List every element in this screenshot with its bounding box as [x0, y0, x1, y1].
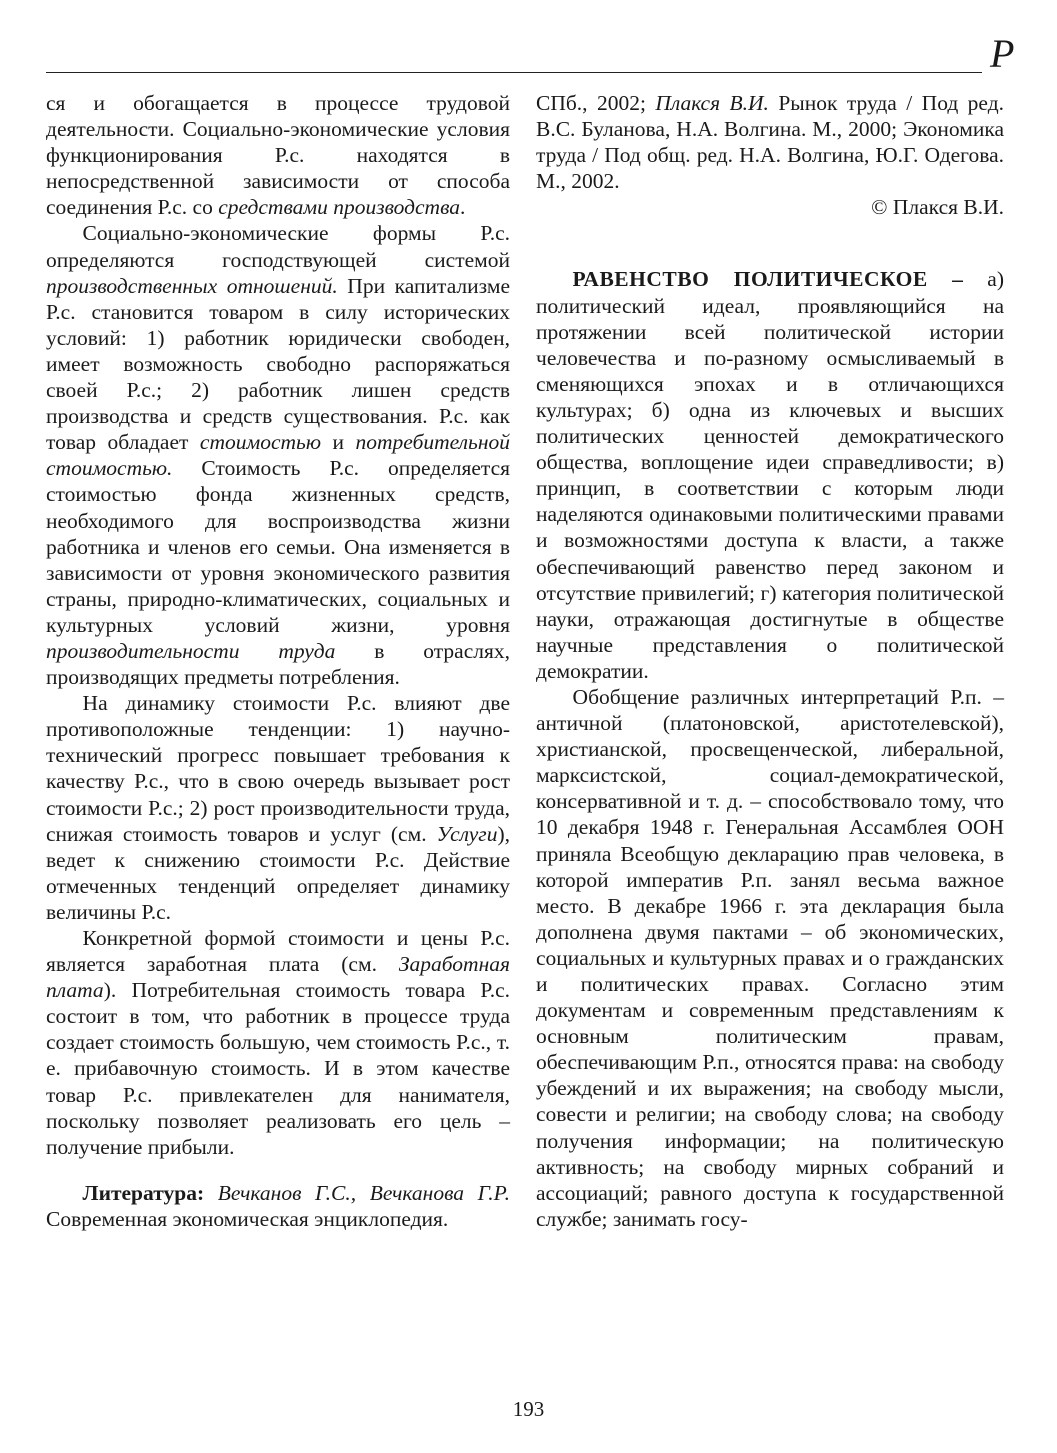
text-run: При капитализме Р.с. становится товаром в силу исторических условий: 1) работник юридически свободен, имеет возможность свободно распоряжаться своей Р.с.; 2) работник лишен средств производства и средств существования. Р.с. как товар обладает — [46, 273, 510, 455]
text-run: ). Потребительная стоимость товара Р.с. состоит в том, что работник в процессе труда создает стоимость большую, чем стоимость Р.с., т. е. прибавочную стоимость. И в этом качестве товар Р.с. привлекателен для нанимателя, поскольку позволяет реализовать его цель – получение прибыли. — [46, 978, 510, 1159]
copyright-line: © Плакся В.И. — [871, 195, 1004, 220]
text-run: ся и обогащается в процессе трудовой деятельности. Социально-экономические условия функционирования Р.с. находятся в непосредственной зависимости от способа соединения Р.с. со — [46, 91, 510, 220]
paragraph-continuation — [46, 90, 510, 220]
entry-term: РАВЕНСТВО ПОЛИТИЧЕСКОЕ – — [572, 267, 964, 292]
paragraph — [46, 925, 510, 1160]
cross-reference: производственных отношений. — [46, 273, 338, 298]
text-run: Стоимость Р.с. определяется стоимостью фонда жизненных средств, необходимого для воспроизводства жизни работника и членов его семьи. Она изменяется в зависимости от уровня экономического развития страны, природно-климатических, социальных и культурных условий жизни, уровня — [46, 456, 510, 637]
text-run: Современная экономическая энциклопедия. — [46, 1206, 449, 1231]
cross-reference: средствами производства — [218, 195, 461, 220]
text-run: ), ведет к снижению стоимости Р.с. Действие отмеченных тенденций определяет динамику величины Р.с. — [46, 821, 510, 924]
author-names: Вечканов Г.С., Вечканова Г.Р. — [204, 1180, 510, 1205]
header-rule — [46, 72, 982, 73]
section-letter: Р — [990, 31, 1015, 76]
literature-label: Литература: — [82, 1180, 205, 1205]
page-number: 193 — [512, 1397, 545, 1421]
paragraph: Обобщение различных интерпретаций Р.п. – античной (платоновской, аристотелевской), христианской, просвещенческой, либеральной, марксистской, социал-демократической, консервативной и т. д. – способствовало тому, что 10 декабря 1948 г. Генеральная Ассамблея ООН приняла Всеобщую декларацию прав человека, в которой императив Р.п. занял весьма важное место. В декабре 1966 г. эта декларация была дополнена двумя пактами – об экономических, социальных и культурных правах и о гражданских и политических правах. Согласно этим документам и современным представлениям к основным политическим правам, обеспечивающим Р.п., относятся права: на свободу убеждений и их выражения; на свободу мысли, совести и религии; на свободу слова; на свободу получения информации; на политическую активность; на свободу мирных собраний и ассоциаций; равного доступа к государственной службе; занимать госу- — [536, 684, 1004, 1231]
text-run: Рынок труда / Под ред. В.С. Буланова, Н.А. Волгина. М., 2000; Экономика труда / Под общ. ред. Н.А. Волгина, Ю.Г. Одегова. М., 2002. — [536, 91, 1005, 194]
cross-reference: производительности труда — [46, 638, 336, 663]
left-column — [46, 90, 510, 1232]
text-run: СПб., 2002; — [536, 91, 656, 115]
entry-definition — [536, 266, 1004, 684]
paragraph — [46, 220, 510, 690]
text-run: Конкретной формой стоимости и цены Р.с. является заработная плата (см. — [46, 926, 510, 977]
text-run: На динамику стоимости Р.с. влияют две противоположные тенденции: 1) научно-технический прогресс повышает требования к качеству Р.с., что в свою очередь вызывает рост стоимости Р.с.; 2) рост производительности труда, снижая стоимость товаров и услуг (см. — [46, 691, 510, 846]
text-run: а) политический идеал, проявляющийся на протяжении всей политической истории человечества и по-разному осмысливаемый в сменяющихся эпохах и в отличающихся культурах; б) одна из ключевых и высших политических ценностей демократического общества, воплощение идеи справедливости; в) принцип, в соответствии с которым люди наделяются одинаковыми политическими правами и возможностями доступа к власти, а также обеспечивающий равенство перед законом и отсутствие привилегий; г) категория политической науки, отражающая достигнутые в обществе научные представления о политической демократии. — [536, 267, 1004, 683]
cross-reference: Услуги — [436, 821, 498, 846]
paragraph — [46, 690, 510, 925]
text-run: Социально-экономические формы Р.с. определяются господствующей системой — [46, 221, 510, 272]
cross-reference: стоимостью — [199, 430, 321, 455]
literature-block — [46, 1180, 510, 1232]
author-names: Плакся В.И. — [655, 91, 769, 115]
text-run: и — [320, 430, 356, 455]
text-run: в отраслях, производящих предметы потребления. — [46, 638, 510, 690]
cross-reference: потребительной стоимостью. — [46, 430, 510, 481]
right-column — [536, 90, 1004, 1232]
cross-reference: Заработная плата — [46, 952, 510, 1003]
text-run: . — [460, 195, 466, 220]
literature-continuation — [536, 90, 1004, 194]
